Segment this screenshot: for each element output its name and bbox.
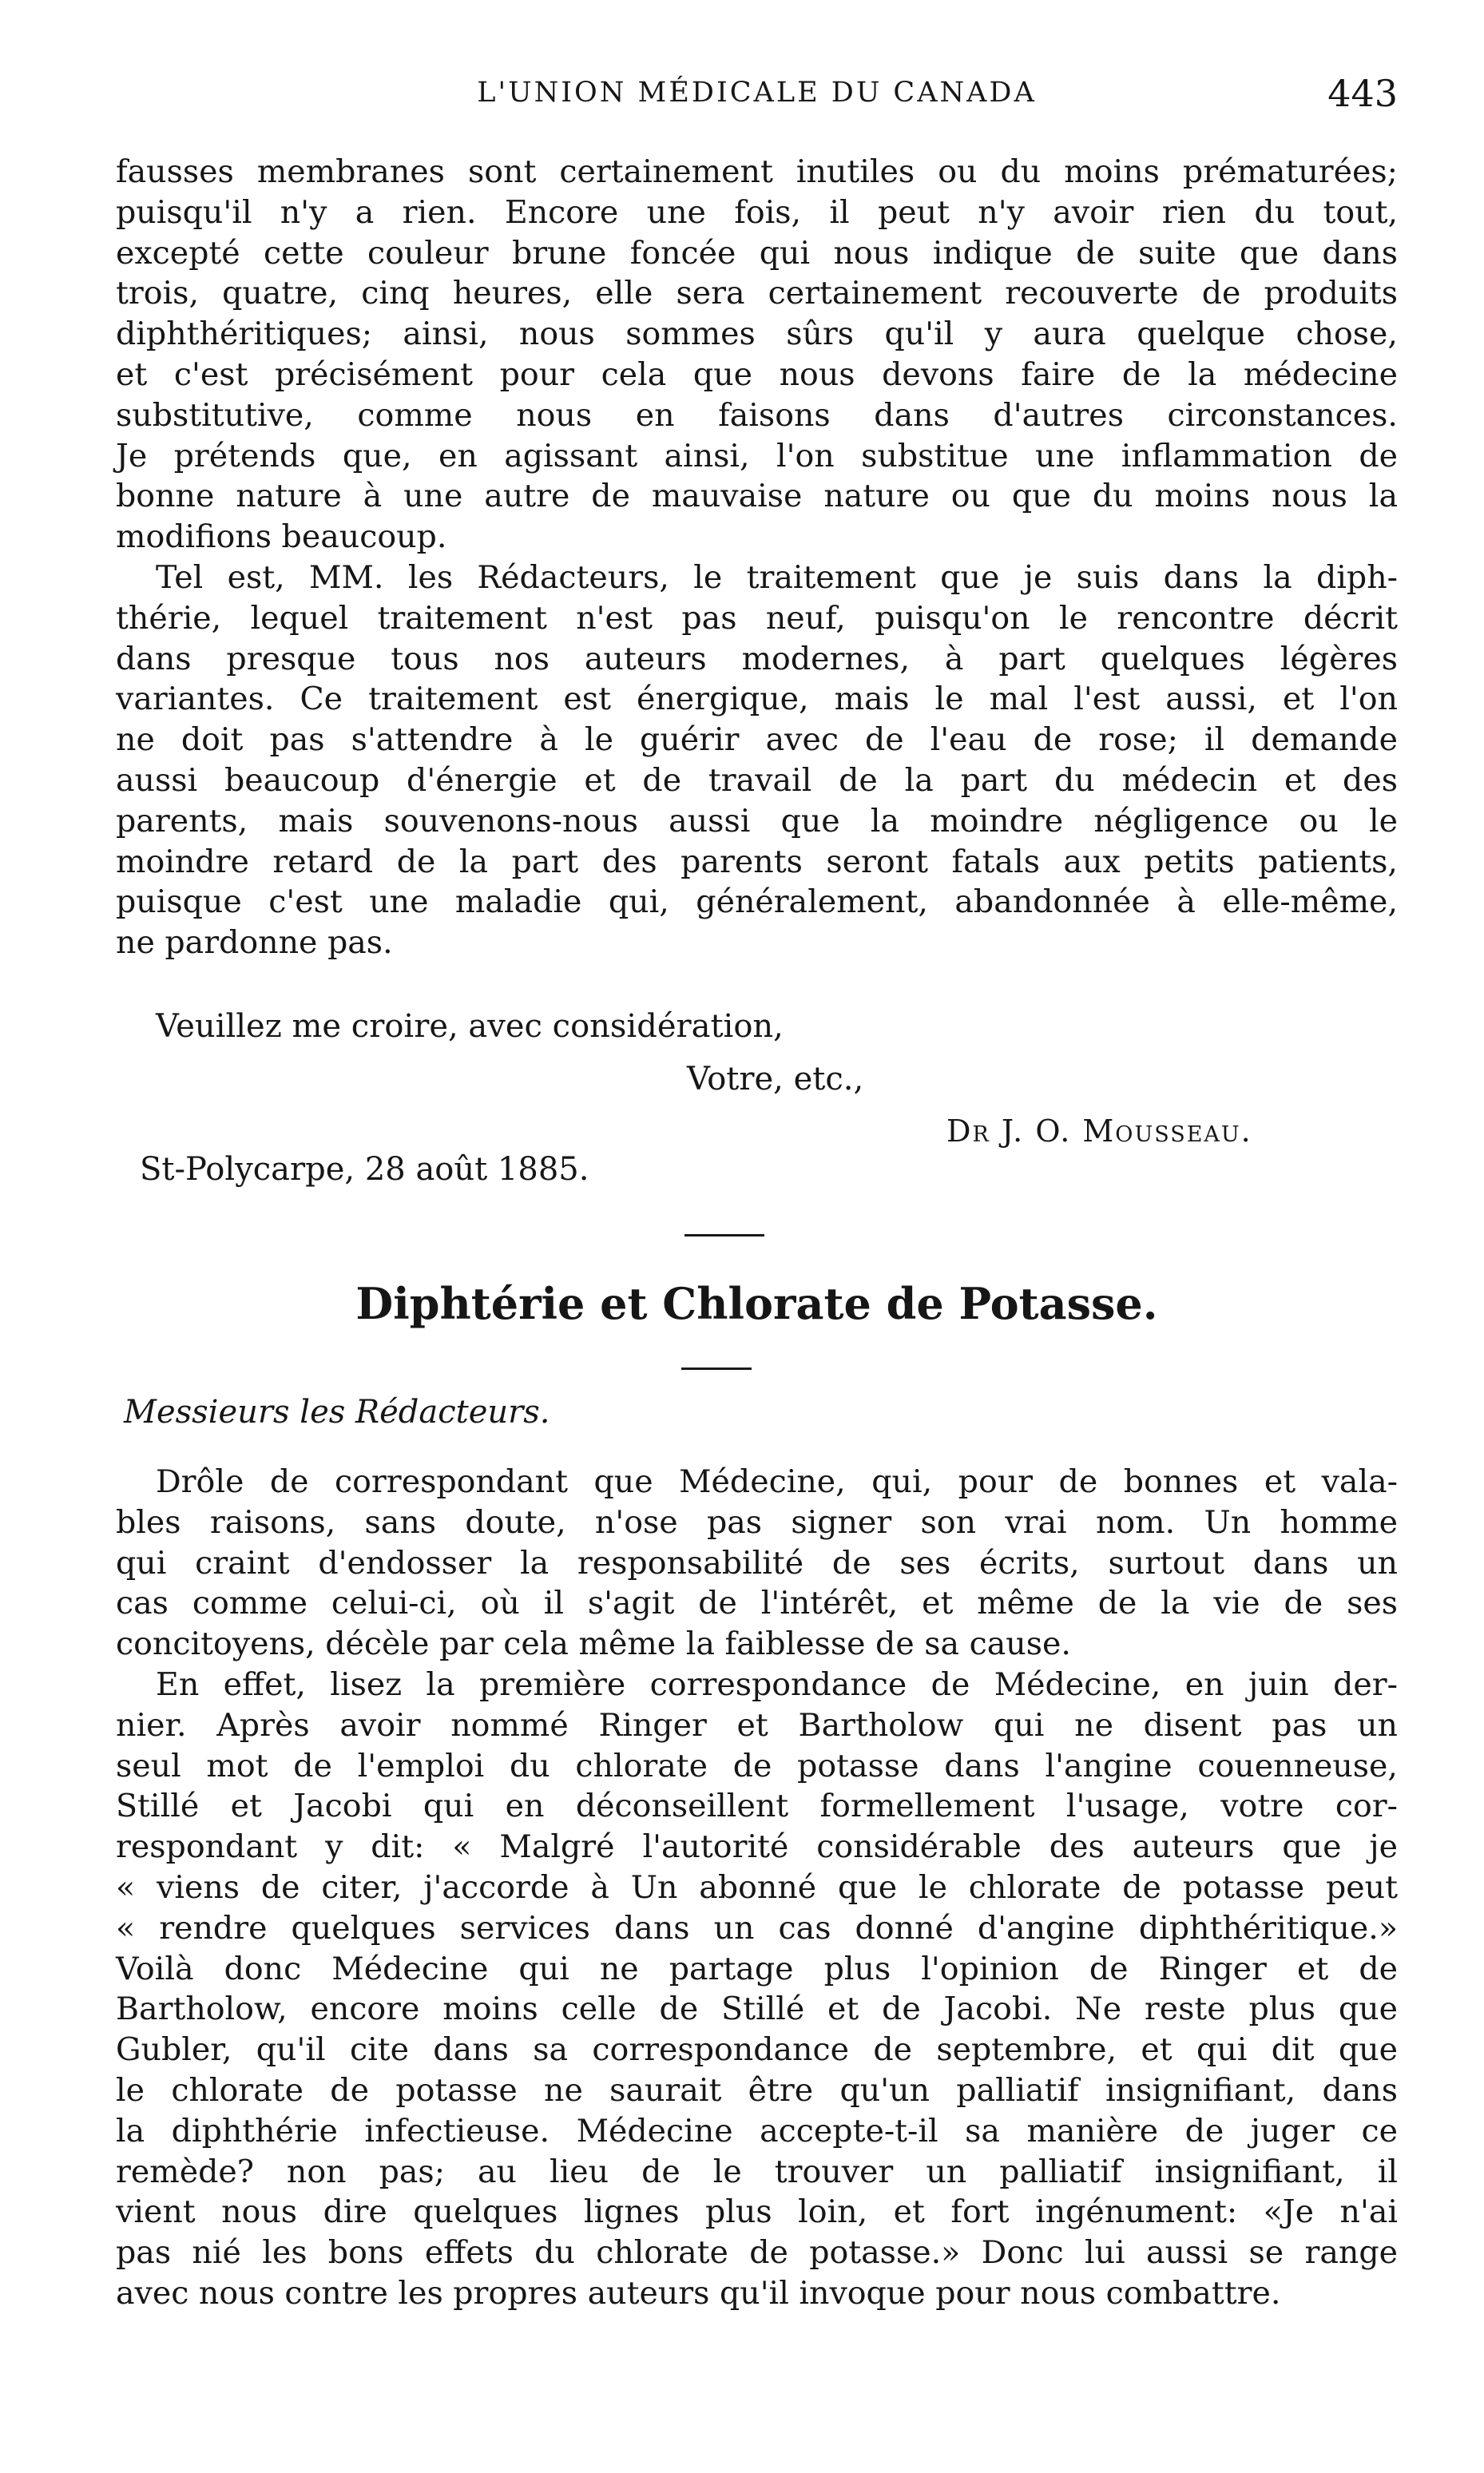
signature: Dr J. O. Mousseau. [946,1113,1252,1149]
place-date: St-Polycarpe, 28 août 1885. [140,1151,589,1188]
text-line: ne doit pas s'attendre à le guérir avec de l'eau de rose; il demande [116,721,1398,759]
text-line: bles raisons, sans doute, n'ose pas signer son vrai nom. Un homme [116,1503,1398,1541]
text-line: ne pardonne pas. [116,924,393,962]
text-line: thérie, lequel traitement n'est pas neuf, puisqu'on le rencontre décrit [116,599,1398,637]
text-line: et c'est précisément pour cela que nous devons faire de la médecine [116,355,1398,393]
text-line: Gubler, qu'il cite dans sa correspondance de septembre, et qui dit que [116,2031,1398,2069]
journal-title: L'UNION MÉDICALE DU CANADA [477,77,1037,109]
article-title: Diphtérie et Chlorate de Potasse. [355,1278,1158,1329]
text-line: cas comme celui-ci, où il s'agit de l'intérêt, et même de la vie de ses [116,1585,1398,1622]
text-line: le chlorate de potasse ne saurait être qu'un palliatif insignifiant, dans [116,2071,1398,2109]
valediction: Votre, etc., [687,1061,864,1098]
text-line: seul mot de l'emploi du chlorate de potasse dans l'angine couenneuse, [116,1747,1398,1784]
text-line: modifions beaucoup. [116,518,447,556]
text-line: nier. Après avoir nommé Ringer et Bartholow qui ne disent pas un [116,1706,1398,1744]
text-line: Drôle de correspondant que Médecine, qui, pour de bonnes et vala- [156,1463,1398,1500]
text-line: remède? non pas; au lieu de le trouver un palliatif insignifiant, il [116,2153,1398,2190]
text-line: aussi beaucoup d'énergie et de travail de la part du médecin et des [116,761,1398,799]
closing-line: Veuillez me croire, avec considération, [156,1008,784,1045]
title-divider [681,1367,752,1370]
text-line: bonne nature à une autre de mauvaise nature ou que du moins nous la [116,478,1398,515]
text-line: vient nous dire quelques lignes plus loin, et fort ingénument: «Je n'ai [116,2193,1398,2231]
text-line: diphthéritiques; ainsi, nous sommes sûrs qu'il y aura quelque chose, [116,316,1398,353]
letter-one-body [116,152,1398,963]
text-line: Tel est, MM. les Rédacteurs, le traitement que je suis dans la diph- [156,558,1398,596]
text-line: qui craint d'endosser la responsabilité de ses écrits, surtout dans un [116,1544,1398,1582]
section-divider [684,1234,764,1236]
text-line: pas nié les bons effets du chlorate de potasse.» Donc lui aussi se range [116,2234,1398,2272]
text-line: « viens de citer, j'accorde à Un abonné que le chlorate de potasse peut [116,1868,1398,1906]
page-number: 443 [1327,72,1398,115]
running-head [116,72,1398,125]
text-line: fausses membranes sont certainement inutiles ou du moins prématurées; [116,153,1398,190]
text-line: En effet, lisez la première correspondance de Médecine, en juin der- [156,1665,1398,1703]
text-line: avec nous contre les propres auteurs qu'il invoque pour nous combattre. [116,2274,1281,2312]
text-line: trois, quatre, cinq heures, elle sera certainement recouverte de produits [116,275,1398,312]
text-line: Je prétends que, en agissant ainsi, l'on substitue une inflammation de [116,437,1398,474]
text-line: « rendre quelques services dans un cas donné d'angine diphthéritique.» [116,1909,1398,1947]
text-line: respondant y dit: « Malgré l'autorité considérable des auteurs que je [116,1828,1398,1866]
text-line: Stillé et Jacobi qui en déconseillent formellement l'usage, votre cor- [116,1788,1398,1825]
text-line: concitoyens, décèle par cela même la faiblesse de sa cause. [116,1626,1071,1663]
text-line: Bartholow, encore moins celle de Stillé et de Jacobi. Ne reste plus que [116,1991,1398,2028]
text-line: Voilà donc Médecine qui ne partage plus l'opinion de Ringer et de [116,1950,1398,1987]
salutation: Messieurs les Rédacteurs. [124,1394,550,1431]
text-line: moindre retard de la part des parents seront fatals aux petits patients, [116,843,1398,880]
letter-two-body [116,1462,1398,2314]
text-line: excepté cette couleur brune foncée qui nous indique de suite que dans [116,234,1398,272]
text-line: substitutive, comme nous en faisons dans d'autres circonstances. [116,396,1398,434]
text-line: puisque c'est une maladie qui, généralement, abandonnée à elle-même, [116,883,1398,921]
text-line: dans presque tous nos auteurs modernes, à part quelques légères [116,640,1398,677]
text-line: puisqu'il n'y a rien. Encore une fois, il peut n'y avoir rien du tout, [116,193,1398,231]
text-line: parents, mais souvenons-nous aussi que la moindre négligence ou le [116,802,1398,840]
text-line: la diphthérie infectieuse. Médecine accepte-t-il sa manière de juger ce [116,2112,1398,2149]
text-line: variantes. Ce traitement est énergique, mais le mal l'est aussi, et l'on [116,681,1398,718]
